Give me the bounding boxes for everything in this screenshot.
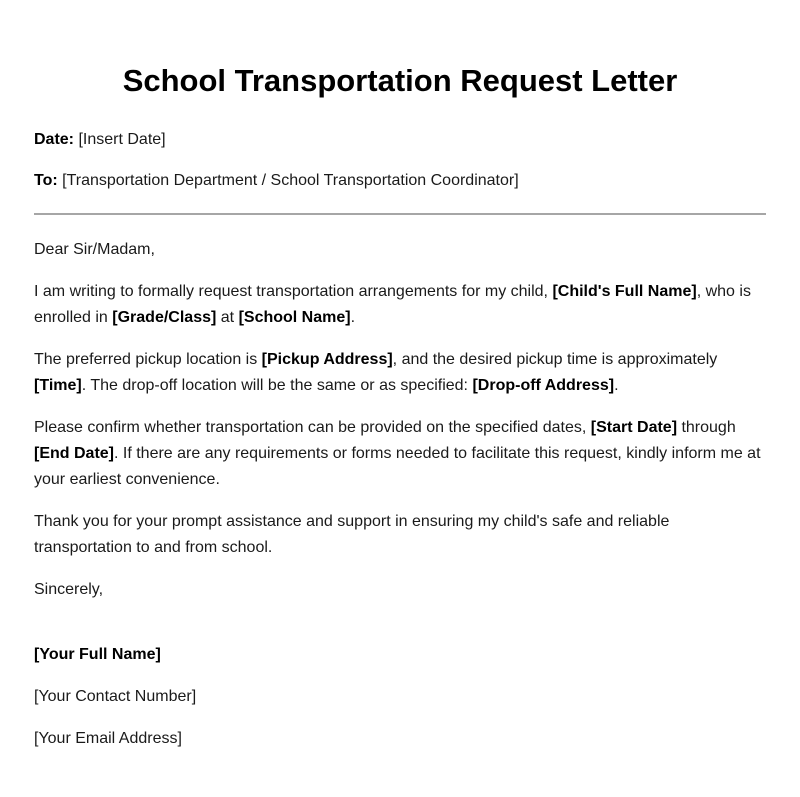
letter-title: School Transportation Request Letter <box>122 63 678 98</box>
salutation: Dear Sir/Madam, <box>34 241 155 258</box>
text-segment: . If there are any requirements or forms needed to facilitate this request, kindly inform me at your earliest convenience. <box>34 445 761 488</box>
placeholder-child-name: [Child's Full Name] <box>552 283 697 300</box>
placeholder-pickup-address: [Pickup Address] <box>261 351 393 368</box>
text-segment: Please confirm whether transportation can be provided on the specified dates, <box>34 419 591 436</box>
placeholder-start-date: [Start Date] <box>590 419 678 436</box>
placeholder-end-date: [End Date] <box>34 445 114 462</box>
paragraph-pickup <box>34 347 766 399</box>
placeholder-dropoff-address: [Drop-off Address] <box>472 377 615 394</box>
text-segment: through <box>677 419 736 436</box>
text-segment: . <box>350 309 356 326</box>
text-segment: , and the desired pickup time is approximately <box>392 351 718 368</box>
text-segment: at <box>216 309 239 326</box>
signature-contact: [Your Contact Number] <box>34 688 197 705</box>
date-value: [Insert Date] <box>74 131 166 148</box>
paragraph-dates <box>34 415 766 493</box>
placeholder-grade-class: [Grade/Class] <box>112 309 217 326</box>
text-segment: The preferred pickup location is <box>34 351 262 368</box>
text-segment: , who is enrolled in <box>34 283 751 326</box>
date-label: Date: <box>34 131 75 148</box>
paragraph-request <box>34 279 766 331</box>
text-segment: I am writing to formally request transportation arrangements for my child, <box>34 283 553 300</box>
recipient-line <box>34 171 766 191</box>
paragraph-thanks: Thank you for your prompt assistance and support in ensuring my child's safe and reliable transportation to and from school. <box>34 513 670 556</box>
date-line <box>34 130 766 150</box>
text-segment: . <box>614 377 619 394</box>
recipient-label: To: <box>34 172 58 189</box>
recipient-value: [Transportation Department / School Transportation Coordinator] <box>57 172 519 189</box>
placeholder-school-name: [School Name] <box>238 309 351 326</box>
closing: Sincerely, <box>34 581 104 598</box>
placeholder-time: [Time] <box>34 377 82 394</box>
signature-name: [Your Full Name] <box>34 646 161 663</box>
header-divider <box>34 213 766 215</box>
signature-email: [Your Email Address] <box>34 730 182 747</box>
text-segment: . The drop-off location will be the same or as specified: <box>81 377 473 394</box>
